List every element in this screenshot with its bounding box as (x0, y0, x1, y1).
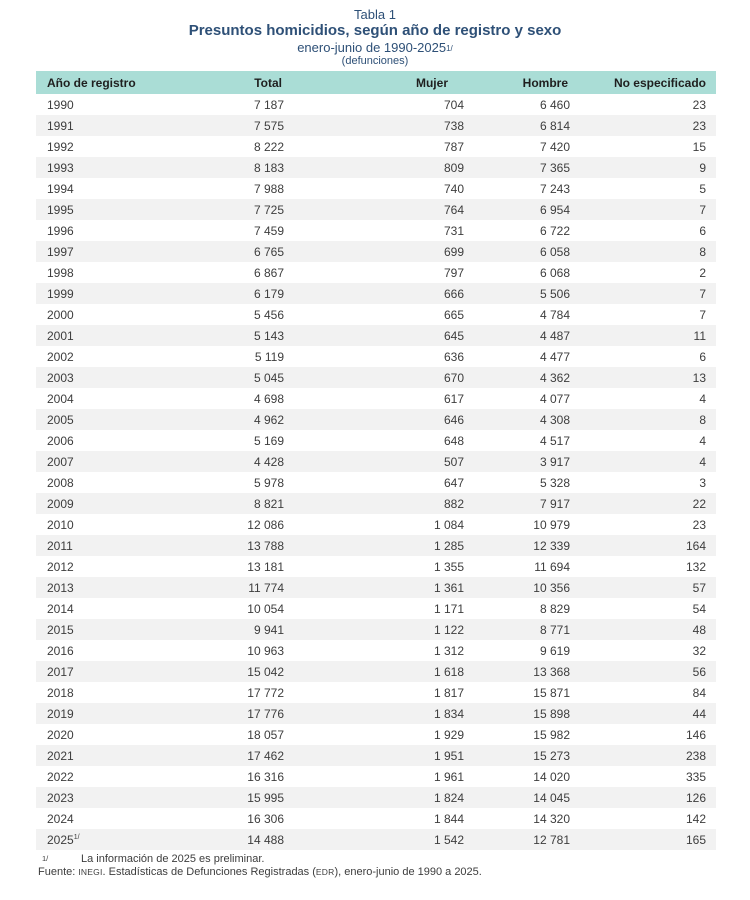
total-cell: 9 941 (253, 622, 284, 637)
mujer-cell: 764 (443, 202, 464, 217)
table-label: Tabla 1 (354, 7, 396, 22)
hombre-cell: 11 694 (534, 559, 570, 574)
mujer-cell: 1 122 (433, 622, 464, 637)
mujer-cell: 1 817 (433, 685, 464, 700)
hombre-cell: 14 020 (533, 769, 570, 784)
year-cell: 1995 (47, 202, 74, 217)
no-especificado-cell: 5 (699, 181, 706, 196)
mujer-cell: 646 (443, 412, 464, 427)
table-row (36, 724, 716, 745)
no-especificado-cell: 165 (685, 832, 706, 847)
no-especificado-cell: 48 (692, 622, 706, 637)
mujer-cell: 1 824 (433, 790, 464, 805)
total-cell: 4 698 (253, 391, 284, 406)
table-row (36, 304, 716, 325)
no-especificado-cell: 84 (692, 685, 706, 700)
year-cell: 1993 (47, 160, 74, 175)
title-block (0, 7, 750, 68)
table-row (36, 808, 716, 829)
mujer-cell: 738 (443, 118, 464, 133)
hombre-cell: 4 362 (539, 370, 570, 385)
no-especificado-cell: 3 (699, 475, 706, 490)
total-cell: 8 222 (253, 139, 284, 154)
year-cell: 2020 (47, 727, 74, 742)
footnote-marker: 1/ (42, 854, 49, 863)
table-row (36, 199, 716, 220)
total-cell: 10 963 (247, 643, 284, 658)
no-especificado-cell: 32 (692, 643, 706, 658)
subtitle-footnote-marker: 1/ (446, 44, 453, 53)
table-row (36, 220, 716, 241)
mujer-cell: 666 (443, 286, 464, 301)
no-especificado-cell: 4 (699, 433, 706, 448)
mujer-cell: 740 (443, 181, 464, 196)
table-row (36, 703, 716, 724)
hombre-cell: 15 982 (533, 727, 570, 742)
hombre-cell: 8 829 (539, 601, 570, 616)
total-cell: 18 057 (247, 727, 284, 742)
year-cell: 2021 (47, 748, 74, 763)
total-cell: 14 488 (247, 832, 284, 847)
total-cell: 11 774 (248, 580, 284, 595)
mujer-cell: 787 (443, 139, 464, 154)
table-row (36, 388, 716, 409)
hombre-cell: 10 979 (533, 517, 570, 532)
mujer-cell: 507 (443, 454, 464, 469)
no-especificado-cell: 6 (699, 223, 706, 238)
hombre-cell: 5 328 (539, 475, 570, 490)
homicides-by-year-table (36, 71, 716, 850)
hombre-cell: 8 771 (539, 622, 570, 637)
hombre-cell: 6 058 (539, 244, 570, 259)
hombre-cell: 6 722 (539, 223, 570, 238)
year-cell: 2003 (47, 370, 74, 385)
mujer-cell: 882 (443, 496, 464, 511)
total-cell: 7 575 (253, 118, 284, 133)
total-cell: 7 187 (253, 97, 284, 112)
no-especificado-cell: 44 (692, 706, 706, 721)
hombre-cell: 4 077 (539, 391, 570, 406)
table-row (36, 409, 716, 430)
year-cell: 2014 (47, 601, 74, 616)
hombre-cell: 7 917 (539, 496, 570, 511)
table-header-row (36, 71, 716, 94)
table-row (36, 640, 716, 661)
total-cell: 7 725 (253, 202, 284, 217)
year-cell: 2017 (47, 664, 74, 679)
year-cell: 2004 (47, 391, 74, 406)
year-footnote-marker: 1/ (73, 833, 80, 841)
hombre-cell: 12 339 (533, 538, 570, 553)
total-cell: 13 788 (247, 538, 284, 553)
unit-note: (defunciones) (341, 55, 409, 67)
mujer-cell: 645 (443, 328, 464, 343)
source-mid: . Estadísticas de Defunciones Registradas ( (102, 866, 316, 878)
total-cell: 5 045 (253, 370, 284, 385)
mujer-cell: 1 084 (433, 517, 464, 532)
hombre-cell: 9 619 (539, 643, 570, 658)
hombre-cell: 4 517 (539, 433, 570, 448)
no-especificado-cell: 142 (685, 811, 706, 826)
no-especificado-cell: 146 (685, 727, 706, 742)
table-row (36, 283, 716, 304)
hombre-cell: 7 365 (539, 160, 570, 175)
year-cell: 2006 (47, 433, 74, 448)
total-cell: 15 042 (247, 664, 284, 679)
total-cell: 16 316 (247, 769, 284, 784)
mujer-cell: 809 (443, 160, 464, 175)
total-cell: 8 821 (253, 496, 284, 511)
year-cell: 1998 (47, 265, 74, 280)
table-row (36, 577, 716, 598)
no-especificado-cell: 54 (692, 601, 706, 616)
year-cell: 2010 (47, 517, 74, 532)
table-row (36, 766, 716, 787)
total-cell: 6 765 (253, 244, 284, 259)
hombre-cell: 6 068 (539, 265, 570, 280)
no-especificado-cell: 8 (699, 412, 706, 427)
no-especificado-cell: 22 (692, 496, 706, 511)
table-row (36, 241, 716, 262)
year-cell: 2011 (47, 538, 73, 553)
no-especificado-cell: 7 (699, 307, 706, 322)
hombre-cell: 13 368 (533, 664, 570, 679)
mujer-cell: 704 (443, 97, 464, 112)
total-cell: 6 179 (253, 286, 284, 301)
total-cell: 5 169 (253, 433, 284, 448)
hombre-cell: 12 781 (533, 832, 570, 847)
hombre-cell: 6 954 (539, 202, 570, 217)
year-cell: 2000 (47, 307, 74, 322)
table-row (36, 493, 716, 514)
hombre-cell: 6 460 (539, 97, 570, 112)
column-header-year: Año de registro (36, 71, 186, 94)
subtitle (0, 40, 750, 55)
mujer-cell: 1 361 (433, 580, 464, 595)
mujer-cell: 647 (443, 475, 464, 490)
year-cell: 2022 (47, 769, 74, 784)
column-header-mujer: Mujer (286, 71, 466, 94)
column-header-total: Total (186, 71, 286, 94)
subtitle-text: enero-junio de 1990-2025 (297, 40, 447, 55)
source-line (38, 866, 750, 879)
hombre-cell: 15 273 (533, 748, 570, 763)
no-especificado-cell: 8 (699, 244, 706, 259)
total-cell: 7 988 (253, 181, 284, 196)
no-especificado-cell: 13 (692, 370, 706, 385)
hombre-cell: 15 898 (533, 706, 570, 721)
table-row (36, 178, 716, 199)
table-row (36, 661, 716, 682)
mujer-cell: 797 (443, 265, 464, 280)
total-cell: 8 183 (253, 160, 284, 175)
mujer-cell: 699 (443, 244, 464, 259)
mujer-cell: 636 (443, 349, 464, 364)
table-row (36, 115, 716, 136)
year-cell: 1991 (47, 118, 74, 133)
no-especificado-cell: 7 (699, 202, 706, 217)
hombre-cell: 7 420 (539, 139, 570, 154)
no-especificado-cell: 6 (699, 349, 706, 364)
table-row (36, 598, 716, 619)
mujer-cell: 731 (443, 223, 464, 238)
table-row (36, 451, 716, 472)
year-cell: 2012 (47, 559, 74, 574)
total-cell: 13 181 (247, 559, 284, 574)
mujer-cell: 1 285 (433, 538, 464, 553)
hombre-cell: 4 477 (539, 349, 570, 364)
source-org: INEGI (78, 867, 103, 877)
column-header-hombre: Hombre (466, 71, 572, 94)
mujer-cell: 1 312 (433, 643, 464, 658)
no-especificado-cell: 15 (692, 139, 706, 154)
no-especificado-cell: 335 (685, 769, 706, 784)
mujer-cell: 1 834 (433, 706, 464, 721)
mujer-cell: 1 929 (433, 727, 464, 742)
year-cell: 2007 (47, 454, 74, 469)
table-row (36, 556, 716, 577)
no-especificado-cell: 9 (699, 160, 706, 175)
mujer-cell: 1 542 (433, 832, 464, 847)
year-cell: 1996 (47, 223, 74, 238)
total-cell: 6 867 (253, 265, 284, 280)
total-cell: 5 456 (253, 307, 284, 322)
year-cell: 1992 (47, 139, 74, 154)
source-prefix: Fuente: (38, 866, 79, 878)
year-cell: 2015 (47, 622, 74, 637)
table-row (36, 682, 716, 703)
table-row (36, 829, 716, 850)
year-cell: 2019 (47, 706, 74, 721)
mujer-cell: 648 (443, 433, 464, 448)
total-cell: 5 119 (254, 349, 284, 364)
table-row (36, 430, 716, 451)
table-row (36, 94, 716, 115)
table-row (36, 619, 716, 640)
hombre-cell: 10 356 (533, 580, 570, 595)
mujer-cell: 1 844 (433, 811, 464, 826)
total-cell: 15 995 (247, 790, 284, 805)
year-cell: 2001 (47, 328, 74, 343)
total-cell: 10 054 (247, 601, 284, 616)
source-abbr: EDR (315, 867, 335, 877)
table-row (36, 262, 716, 283)
total-cell: 16 306 (247, 811, 284, 826)
total-cell: 4 962 (253, 412, 284, 427)
total-cell: 17 462 (247, 748, 284, 763)
year-cell: 2009 (47, 496, 74, 511)
table-row (36, 157, 716, 178)
source-suffix: ), enero-junio de 1990 a 2025. (334, 866, 482, 878)
hombre-cell: 15 871 (533, 685, 570, 700)
mujer-cell: 670 (443, 370, 464, 385)
no-especificado-cell: 23 (692, 517, 706, 532)
page-title: Presuntos homicidios, según año de registro y sexo (188, 22, 562, 39)
year-cell: 2016 (47, 643, 74, 658)
year-cell: 1990 (47, 97, 74, 112)
mujer-cell: 1 171 (433, 601, 464, 616)
no-especificado-cell: 164 (685, 538, 706, 553)
year-cell: 1999 (47, 286, 74, 301)
no-especificado-cell: 23 (692, 97, 706, 112)
year-cell: 1994 (47, 181, 74, 196)
year-cell: 2023 (47, 790, 74, 805)
year-cell: 2013 (47, 580, 74, 595)
no-especificado-cell: 7 (699, 286, 706, 301)
no-especificado-cell: 23 (692, 118, 706, 133)
total-cell: 4 428 (253, 454, 284, 469)
mujer-cell: 1 355 (433, 559, 464, 574)
table-row (36, 514, 716, 535)
mujer-cell: 665 (443, 307, 464, 322)
year-cell: 2008 (47, 475, 74, 490)
table-row (36, 472, 716, 493)
year-cell: $2025^{1/}$ (47, 832, 80, 847)
year-cell: 2002 (47, 349, 74, 364)
year-cell: 2018 (47, 685, 74, 700)
no-especificado-cell: 132 (685, 559, 706, 574)
column-header-no-especificado: No especificado (572, 71, 716, 94)
year-cell: 2005 (47, 412, 74, 427)
no-especificado-cell: 57 (692, 580, 706, 595)
table-row (36, 136, 716, 157)
table-row (36, 745, 716, 766)
table-row (36, 346, 716, 367)
hombre-cell: 4 308 (539, 412, 570, 427)
total-cell: 5 978 (253, 475, 284, 490)
total-cell: 17 772 (247, 685, 284, 700)
hombre-cell: 4 487 (539, 328, 570, 343)
total-cell: 5 143 (253, 328, 284, 343)
hombre-cell: 4 784 (539, 307, 570, 322)
total-cell: 7 459 (253, 223, 284, 238)
table-row (36, 787, 716, 808)
no-especificado-cell: 2 (699, 265, 706, 280)
total-cell: 17 776 (247, 706, 284, 721)
hombre-cell: 6 814 (539, 118, 570, 133)
no-especificado-cell: 56 (692, 664, 706, 679)
footnote-line (42, 853, 750, 866)
hombre-cell: 3 917 (539, 454, 570, 469)
table-row (36, 325, 716, 346)
year-cell: 1997 (47, 244, 74, 259)
hombre-cell: 14 320 (533, 811, 570, 826)
mujer-cell: 1 618 (433, 664, 464, 679)
total-cell: 12 086 (247, 517, 284, 532)
hombre-cell: 14 045 (533, 790, 570, 805)
no-especificado-cell: 126 (685, 790, 706, 805)
no-especificado-cell: 238 (685, 748, 706, 763)
hombre-cell: 7 243 (539, 181, 570, 196)
hombre-cell: 5 506 (539, 286, 570, 301)
year-cell: 2024 (47, 811, 74, 826)
no-especificado-cell: 4 (699, 454, 706, 469)
table-row (36, 535, 716, 556)
mujer-cell: 1 951 (433, 748, 464, 763)
no-especificado-cell: 4 (699, 391, 706, 406)
no-especificado-cell: 11 (693, 328, 706, 343)
footnote-text: La información de 2025 es preliminar. (81, 853, 265, 865)
mujer-cell: 1 961 (433, 769, 464, 784)
table-row (36, 367, 716, 388)
mujer-cell: 617 (443, 391, 464, 406)
